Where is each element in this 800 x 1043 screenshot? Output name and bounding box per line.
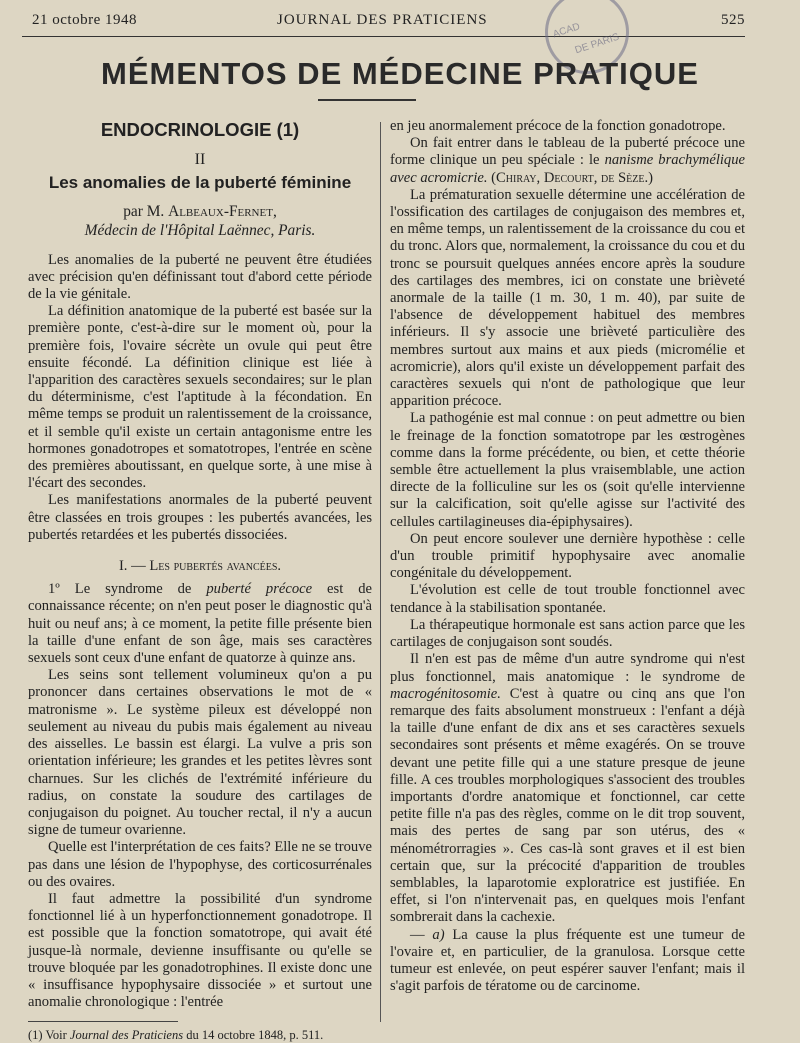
- author-affiliation: Médecin de l'Hôpital Laënnec, Paris.: [84, 221, 316, 239]
- page-number: 525: [721, 12, 745, 28]
- footnote: (1) Voir Journal des Praticiens du 14 octobre 1848, p. 511.: [28, 1028, 324, 1043]
- title-rule: [318, 99, 416, 101]
- library-stamp: ACAD DE PARIS: [534, 0, 640, 85]
- right-column: [390, 118, 745, 995]
- paragraph: Les seins sont tellement volumineux qu'on a pu prononcer dans certaines observations le mot de « matronisme ». Le système pileux est développé non seulement au niveau du pubis mais également au niveau des aisselles. Le bassin est élargi. La vulve a pris son orientation inférieure; les grandes et les petites lèvres sont charnues. Sur les clichés de l'extrémité inférieure du radius, on constate la soudure des cartilages de conjugaison du poignet. Au toucher rectal, il n'y a aucun signe de tumeur ovarienne.: [28, 667, 372, 839]
- left-column: [28, 118, 372, 1043]
- paragraph: On peut encore soulever une dernière hypothèse : celle d'un trouble primitif hypophysaire avec anomalie congénitale du développement.: [390, 530, 745, 582]
- paragraph: Les manifestations anormales de la puberté peuvent être classées en trois groupes : les pubertés avancées, les pubertés retardées et les pubertés dissociées.: [28, 492, 372, 543]
- byline: par M. Albeaux-Fernet,: [123, 202, 277, 220]
- paragraph: Il n'en est pas de même d'un autre syndrome qui n'est plus fonctionnel, mais anatomique : le syndrome de macrogénitosomie. C'est à quatre ou cinq ans que l'on remarque des faits absolument monstrueux : l'enfant a déjà la taille d'une enfant de dix ans et ses caractères sexuels secondaires sont présents et même exagérés. On se trouve devant une petite fille qui a une stature presque de jeune fille. A ces troubles morphologiques s'associent des troubles importants d'ordre anatomique et fonctionnel, car cette petite fille n'a pas des règles, comme on le dit trop souvent, mais des pertes de sang par son utérus, des « ménométrorragies ». Ces cas-là sont graves et il est bien certain que, sur la précocité d'apparition de troubles semblables, la laparotomie exploratrice est justifiée. En effet, si l'on n'intervenait pas, en quelques mois l'enfant sombrerait dans la cachexie.: [390, 651, 745, 926]
- paragraph: Les anomalies de la puberté ne peuvent être étudiées avec précision qu'en définissant tout d'abord cette période de la vie génitale.: [28, 251, 372, 303]
- header-rule: [22, 36, 745, 37]
- article-title: Les anomalies de la puberté féminine: [48, 173, 352, 193]
- section-heading: ENDOCRINOLOGIE (1): [100, 119, 300, 140]
- paragraph: La prématuration sexuelle détermine une accélération de l'ossification des cartilages de conjugaison des membres et, en même temps, un ralentissement de la croissance du cou et du tronc. Alors que, normalement, la croissance du cou et du tronc se poursuit quelques années encore après la soudure des cartilages des membres, ici on constate une brièveté anormale de la taille (1 m. 30, 1 m. 40), par suite de l'absence de développement habituel des membres inférieurs. Il s'y associe une brièveté particulière des membres surtout aux mains et aux pieds (micromélie et acromicrie), alors qu'il existe un développement parfait des caractères sexuels qui n'ont de pathologique que leur apparition précoce.: [390, 186, 745, 410]
- issue-date: 21 octobre 1948: [32, 12, 137, 28]
- subsection-heading: I. — Les pubertés avancées.: [118, 558, 282, 575]
- journal-name: JOURNAL DES PRATICIENS: [277, 12, 488, 28]
- paragraph: Il faut admettre la possibilité d'un syndrome fonctionnel lié à un hyperfonctionnement gonadotrope. Il est possible que la fonction somatotrope, qui avait été jusque-là normale, devienne insuffisante ou qu'elle se trouve bloquée par les gonadotrophines. Il existe donc une « insuffisance hypophysaire dissociée » et surtout une anomalie chronologique : l'entrée: [28, 890, 372, 1011]
- paragraph: L'évolution est celle de tout trouble fonctionnel avec tendance à la stabilisation spontanée.: [390, 582, 745, 616]
- paragraph: 1º Le syndrome de puberté précoce est de connaissance récente; on n'en peut poser le diagnostic qu'à huit ou neuf ans; à ce moment, la petite fille présente bien la taille d'une enfant de son âge, mais ses caractères sexuels sont ceux d'une enfant de quatorze à quinze ans.: [28, 581, 372, 667]
- paragraph: — a) La cause la plus fréquente est une tumeur de l'ovaire et, en particulier, de la granulosa. Lorsque cette tumeur est enlevée, on peut espérer sauver l'enfant; mais il s'agit parfois de tératome ou de carcinome.: [390, 926, 745, 995]
- column-divider: [380, 122, 381, 1022]
- paragraph: La pathogénie est mal connue : on peut admettre ou bien le freinage de la fonction somatotrope par les œstrogènes comme dans la forme précédente, ou bien, et cette théorie semble être actuellement la plus vraisemblable, une action directe de la folliculine sur les os (soit qu'elle intervienne sur la calcification, soit qu'elle agisse sur l'activité des cellules cartilagineuses dia-épiphysaires).: [390, 410, 745, 530]
- footnote-rule: [28, 1021, 178, 1022]
- page-title: MÉMENTOS DE MÉDECINE PRATIQUE: [101, 56, 699, 91]
- paragraph: La définition anatomique de la puberté est basée sur la première ponte, c'est-à-dire sur le moment où, pour la première fois, l'ovaire sécrète un ovule qui peut être ensuite fécondé. La définition clinique est liée à l'apparition des caractères sexuels secondaires; sur le plan du déterminisme, c'est l'aptitude à la fécondation. En même temps se produit un ralentissement de la croissance, et il semble qu'il existe un certain antagonisme entre les hormones gonadotropes et somatotropes, l'entrée en scène des premières aboutissant, en quelque sorte, à une mise à l'écart des secondes.: [28, 303, 372, 492]
- paragraph: Quelle est l'interprétation de ces faits? Elle ne se trouve pas dans une lésion de l'hypophyse, des corticosurrénales ou des ovaires.: [28, 839, 372, 890]
- author-name: Albeaux-Fernet,: [168, 202, 277, 220]
- paragraph: La thérapeutique hormonale est sans action parce que les cartilages de conjugaison sont soudés.: [390, 616, 745, 651]
- paragraph: On fait entrer dans le tableau de la puberté précoce une forme clinique un peu spéciale : le nanisme brachymélique avec acromicrie. (Chiray, Decourt, de Sèze.): [390, 135, 746, 186]
- running-header: [22, 10, 745, 32]
- section-number: II: [194, 151, 206, 169]
- paragraph: en jeu anormalement précoce de la fonction gonadotrope.: [390, 118, 726, 134]
